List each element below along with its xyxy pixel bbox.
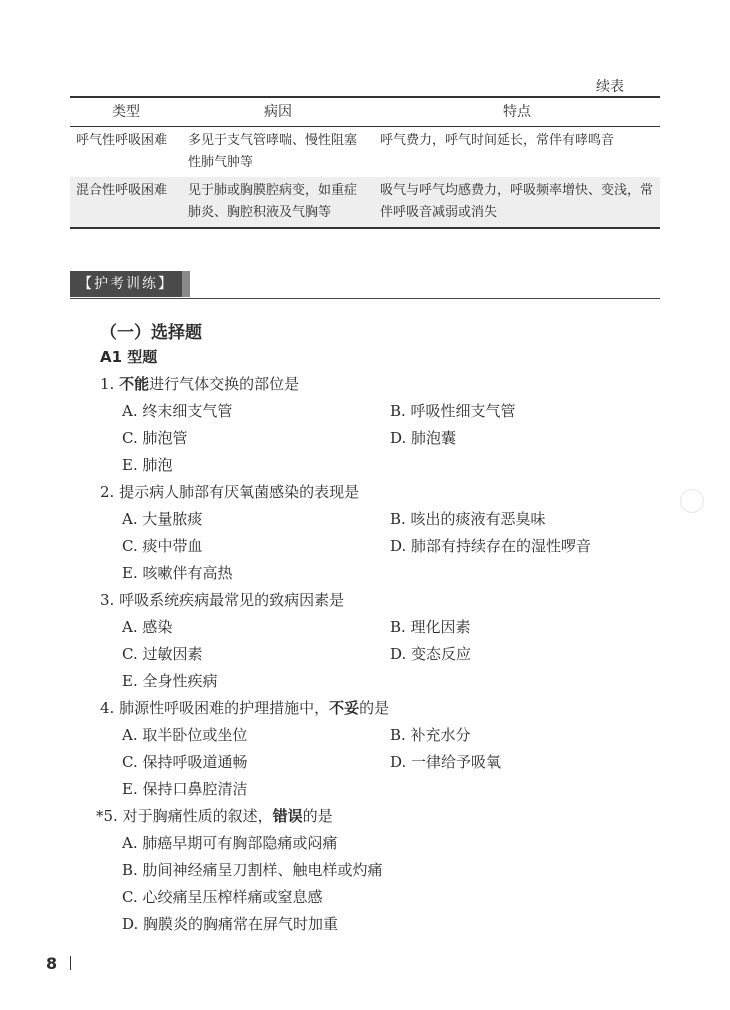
stem-text: 的是 <box>359 699 390 717</box>
answer-option[interactable]: A. 终末细支气管 <box>122 402 233 420</box>
stem-text: *5. 对于胸痛性质的叙述， <box>96 807 273 825</box>
table-header-cell: 特点 <box>374 97 660 127</box>
answer-option[interactable]: E. 肺泡 <box>122 456 173 474</box>
answer-option[interactable]: D. 变态反应 <box>390 645 472 663</box>
answer-option[interactable]: C. 过敏因素 <box>122 645 203 663</box>
stem-emphasis: 不能 <box>119 375 150 393</box>
table-row <box>70 177 660 228</box>
answer-option[interactable]: B. 呼吸性细支气管 <box>390 402 516 420</box>
table-cell: 多见于支气管哮喘、慢性阻塞性肺气肿等 <box>182 127 374 178</box>
answer-option[interactable]: A. 大量脓痰 <box>122 510 203 528</box>
table-cell: 吸气与呼气均感费力，呼吸频率增快、变浅，常伴呼吸音减弱或消失 <box>374 177 660 228</box>
stem-emphasis: 不妥 <box>329 699 360 717</box>
table-cell: 呼气性呼吸困难 <box>70 127 182 178</box>
section-tag: 【护考训练】 <box>70 271 182 297</box>
stem-text: 进行气体交换的部位是 <box>149 375 300 393</box>
answer-option[interactable]: C. 肺泡管 <box>122 429 188 447</box>
page-number-divider <box>70 956 71 970</box>
table-row <box>70 127 660 178</box>
page-number: 8 <box>46 954 58 973</box>
table-header-cell: 类型 <box>70 97 182 127</box>
answer-option[interactable]: A. 取半卧位或坐位 <box>122 726 248 744</box>
question-stem <box>100 590 344 610</box>
table-header-row <box>70 97 660 127</box>
part-title: （一）选择题 <box>100 323 202 343</box>
question-stem <box>100 374 299 394</box>
stem-text: 2. 提示病人肺部有厌氧菌感染的表现是 <box>100 483 360 501</box>
stem-text: 3. 呼吸系统疾病最常见的致病因素是 <box>100 591 345 609</box>
margin-watermark-icon <box>680 489 704 513</box>
table-cell: 混合性呼吸困难 <box>70 177 182 228</box>
answer-option[interactable]: C. 痰中带血 <box>122 537 203 555</box>
stem-text: 1. <box>100 375 120 393</box>
question-stem <box>96 806 333 826</box>
answer-option[interactable]: B. 补充水分 <box>390 726 471 744</box>
answer-option[interactable]: A. 肺癌早期可有胸部隐痛或闷痛 <box>122 834 338 852</box>
answer-option[interactable]: D. 肺部有持续存在的湿性啰音 <box>390 537 592 555</box>
table-cell: 见于肺或胸膜腔病变，如重症肺炎、胸腔积液及气胸等 <box>182 177 374 228</box>
answer-option[interactable]: B. 理化因素 <box>390 618 471 636</box>
table-cell: 呼气费力，呼气时间延长，常伴有哮鸣音 <box>374 127 660 178</box>
answer-option[interactable]: D. 一律给予吸氧 <box>390 753 502 771</box>
question-type-title: A1 型题 <box>100 348 158 366</box>
answer-option[interactable]: D. 胸膜炎的胸痛常在屏气时加重 <box>122 915 339 933</box>
stem-emphasis: 错误 <box>272 807 303 825</box>
table-header-cell: 病因 <box>182 97 374 127</box>
answer-option[interactable]: D. 肺泡囊 <box>390 429 457 447</box>
answer-option[interactable]: C. 保持呼吸道通畅 <box>122 753 248 771</box>
continued-label: 续表 <box>596 79 624 95</box>
answer-option[interactable]: B. 肋间神经痛呈刀割样、触电样或灼痛 <box>122 861 383 879</box>
answer-option[interactable]: A. 感染 <box>122 618 173 636</box>
answer-option[interactable]: E. 保持口鼻腔清洁 <box>122 780 248 798</box>
stem-text: 4. 肺源性呼吸困难的护理措施中， <box>100 699 330 717</box>
answer-option[interactable]: E. 咳嗽伴有高热 <box>122 564 233 582</box>
stem-text: 的是 <box>302 807 333 825</box>
answer-option[interactable]: E. 全身性疾病 <box>122 672 218 690</box>
answer-option[interactable]: C. 心绞痛呈压榨样痛或窒息感 <box>122 888 323 906</box>
question-stem <box>100 482 359 502</box>
disease-table <box>70 96 660 229</box>
section-header <box>70 271 660 299</box>
question-stem <box>100 698 389 718</box>
answer-option[interactable]: B. 咳出的痰液有恶臭味 <box>390 510 546 528</box>
